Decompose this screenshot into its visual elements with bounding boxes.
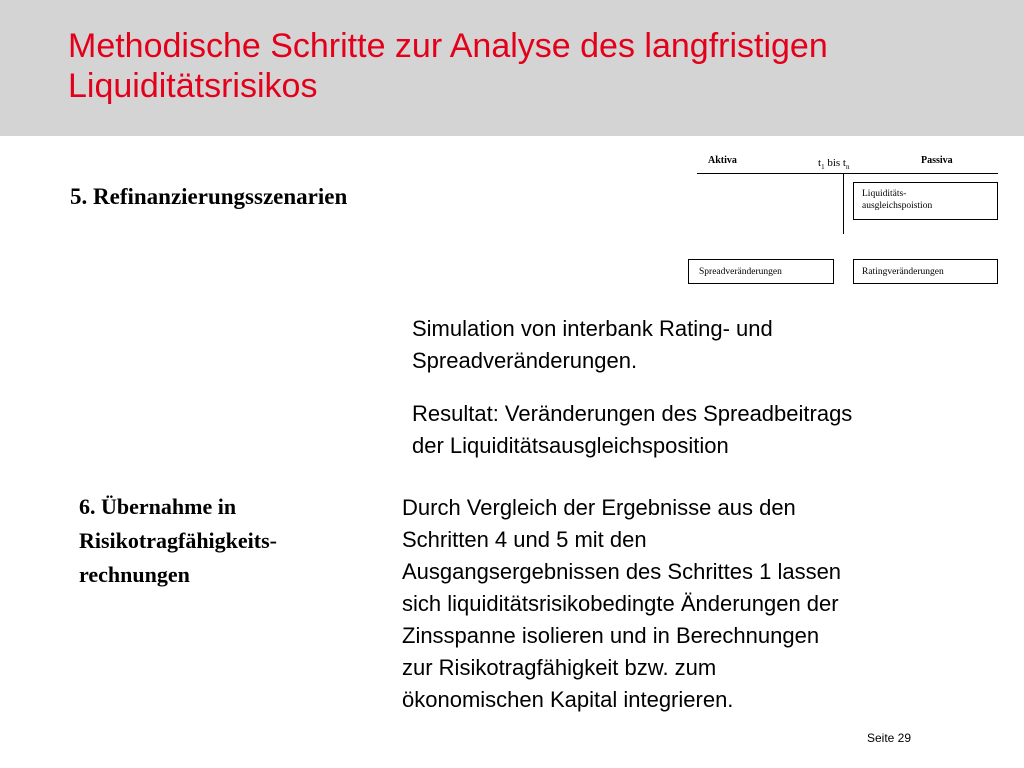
section-6-line-1: 6. Übernahme in xyxy=(79,494,237,519)
comparison-line: Schritten 4 und 5 mit den xyxy=(402,527,647,552)
rating-change-box: Ratingveränderungen xyxy=(853,259,998,284)
simulation-text-line-1: Simulation von interbank Rating- und xyxy=(412,316,773,341)
page-number: Seite 29 xyxy=(867,731,912,745)
liquidity-box-line-2: ausgleichspoistion xyxy=(862,201,933,211)
simulation-text-line-2: Spreadveränderungen. xyxy=(412,348,638,373)
time-range-label xyxy=(818,157,849,171)
passiva-label: Passiva xyxy=(921,155,953,166)
result-text-line-1: Resultat: Veränderungen des Spreadbeitrags xyxy=(412,401,853,426)
time-sub-n: n xyxy=(845,163,850,172)
comparison-line: Ausgangsergebnissen des Schrittes 1 lassen xyxy=(402,559,842,584)
t-account-horizontal-line xyxy=(697,173,998,174)
section-5-heading: 5. Refinanzierungsszenarien xyxy=(70,184,348,209)
slide-title-line-2: Liquiditätsrisikos xyxy=(68,67,318,105)
section-6-line-3: rechnungen xyxy=(79,562,190,587)
title-banner xyxy=(0,0,1024,136)
slide-title xyxy=(68,26,988,106)
time-bis: bis t xyxy=(824,157,846,169)
spread-change-box: Spreadveränderungen xyxy=(688,259,834,284)
t-account-vertical-line xyxy=(843,173,844,234)
comparison-text xyxy=(402,492,841,716)
section-6-heading xyxy=(79,490,277,592)
section-6-line-2: Risikotragfähigkeits- xyxy=(79,528,277,553)
comparison-line: Durch Vergleich der Ergebnisse aus den xyxy=(402,495,796,520)
slide-title-line-1: Methodische Schritte zur Analyse des langfristigen xyxy=(68,27,828,65)
comparison-line: ökonomischen Kapital integrieren. xyxy=(402,687,734,712)
liquidity-box-line-1: Liquiditäts- xyxy=(862,189,907,199)
time-sub-1: 1 xyxy=(821,163,825,172)
liquidity-position-box xyxy=(853,182,998,220)
comparison-line: sich liquiditätsrisikobedingte Änderungen der xyxy=(402,591,839,616)
aktiva-label: Aktiva xyxy=(708,155,737,166)
comparison-line: Zinsspanne isolieren und in Berechnungen xyxy=(402,623,820,648)
comparison-line: zur Risikotragfähigkeit bzw. zum xyxy=(402,655,717,680)
result-text-line-2: der Liquiditätsausgleichsposition xyxy=(412,433,729,458)
simulation-text xyxy=(412,313,773,377)
result-text xyxy=(412,398,852,462)
time-t-prefix: t xyxy=(818,157,822,169)
